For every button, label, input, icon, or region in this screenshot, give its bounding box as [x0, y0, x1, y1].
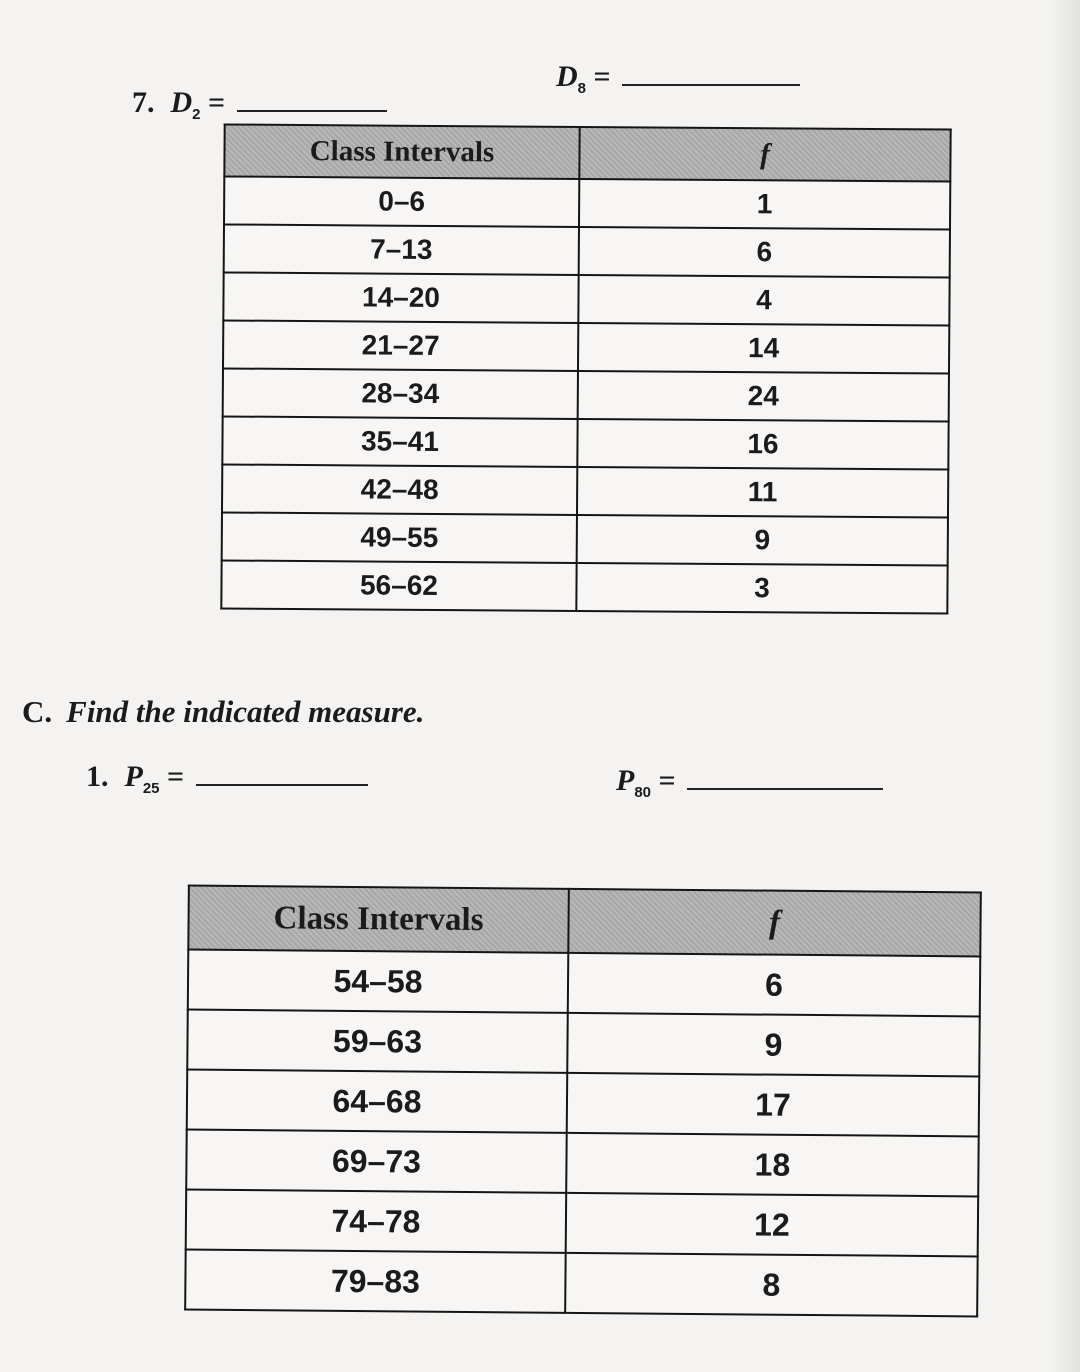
d8-equals: = — [593, 60, 611, 93]
table-row — [188, 950, 980, 1017]
header-frequency: f — [579, 127, 950, 182]
table-row — [223, 272, 949, 325]
q7-d8-line — [556, 60, 800, 97]
frequency-cell: 1 — [579, 179, 950, 230]
p25-symbol: P — [124, 760, 143, 793]
table-row — [222, 512, 948, 565]
table-row — [223, 320, 949, 373]
table-row — [223, 368, 949, 421]
frequency-cell: 18 — [566, 1133, 979, 1197]
interval-cell: 21–27 — [223, 320, 578, 370]
frequency-cell: 9 — [577, 515, 948, 566]
section-instruction: Find the indicated measure. — [66, 694, 425, 729]
table-row — [222, 464, 948, 517]
frequency-cell: 12 — [566, 1193, 979, 1257]
q7-frequency-table — [220, 123, 951, 614]
q1-p25-line — [86, 760, 368, 797]
d2-symbol: D — [170, 86, 193, 119]
p80-answer-blank[interactable] — [687, 786, 883, 790]
frequency-cell: 24 — [578, 371, 949, 422]
interval-cell: 59–63 — [187, 1010, 568, 1073]
interval-cell: 14–20 — [223, 272, 578, 322]
q1-number: 1. — [86, 760, 109, 793]
interval-cell: 79–83 — [185, 1250, 566, 1313]
page-edge-shadow — [1050, 0, 1080, 1372]
p80-equals: = — [658, 764, 676, 797]
d2-equals: = — [208, 86, 226, 119]
header-class-intervals: Class Intervals — [188, 886, 569, 953]
interval-cell: 7–13 — [224, 224, 579, 274]
frequency-cell: 4 — [578, 275, 949, 326]
d2-answer-blank[interactable] — [237, 108, 387, 112]
interval-cell: 74–78 — [186, 1190, 567, 1253]
frequency-cell: 9 — [567, 1013, 980, 1077]
d8-subscript: 8 — [577, 80, 587, 97]
table-row — [224, 224, 950, 277]
header-class-intervals: Class Intervals — [224, 124, 579, 178]
d8-answer-blank[interactable] — [622, 82, 800, 86]
p80-subscript: 80 — [634, 784, 652, 801]
section-c-heading — [22, 694, 424, 730]
table-header-row — [224, 124, 950, 181]
q1-frequency-table — [184, 885, 982, 1318]
frequency-cell: 14 — [578, 323, 949, 374]
p25-equals: = — [167, 760, 185, 793]
frequency-cell: 17 — [567, 1073, 980, 1137]
d2-subscript: 2 — [192, 106, 201, 123]
p25-answer-blank[interactable] — [196, 782, 368, 786]
interval-cell: 42–48 — [222, 464, 577, 514]
table-row — [222, 416, 948, 469]
interval-cell: 0–6 — [224, 176, 579, 226]
interval-cell: 54–58 — [188, 950, 569, 1013]
frequency-cell: 11 — [577, 467, 948, 518]
table-row — [185, 1250, 977, 1317]
table-header-row — [188, 886, 981, 957]
table-row — [221, 560, 947, 613]
section-letter: C. — [22, 694, 53, 729]
frequency-cell: 8 — [565, 1253, 978, 1317]
p80-symbol: P — [616, 764, 635, 797]
p25-subscript: 25 — [142, 780, 160, 797]
table-row — [187, 1070, 979, 1137]
interval-cell: 49–55 — [222, 512, 577, 562]
q7-number: 7. — [132, 86, 155, 119]
table-row — [186, 1190, 978, 1257]
table-row — [224, 176, 950, 229]
frequency-cell: 6 — [568, 953, 981, 1017]
d8-symbol: D — [556, 60, 578, 93]
frequency-cell: 16 — [577, 419, 948, 470]
interval-cell: 64–68 — [187, 1070, 568, 1133]
table-row — [187, 1010, 979, 1077]
q1-p80-line — [616, 764, 883, 801]
table-row — [186, 1130, 978, 1197]
interval-cell: 35–41 — [222, 416, 577, 466]
header-frequency: f — [568, 889, 981, 957]
interval-cell: 69–73 — [186, 1130, 567, 1193]
interval-cell: 56–62 — [221, 560, 576, 610]
interval-cell: 28–34 — [223, 368, 578, 418]
q7-d2-line — [132, 86, 387, 123]
frequency-cell: 6 — [579, 227, 950, 278]
frequency-cell: 3 — [576, 563, 947, 614]
